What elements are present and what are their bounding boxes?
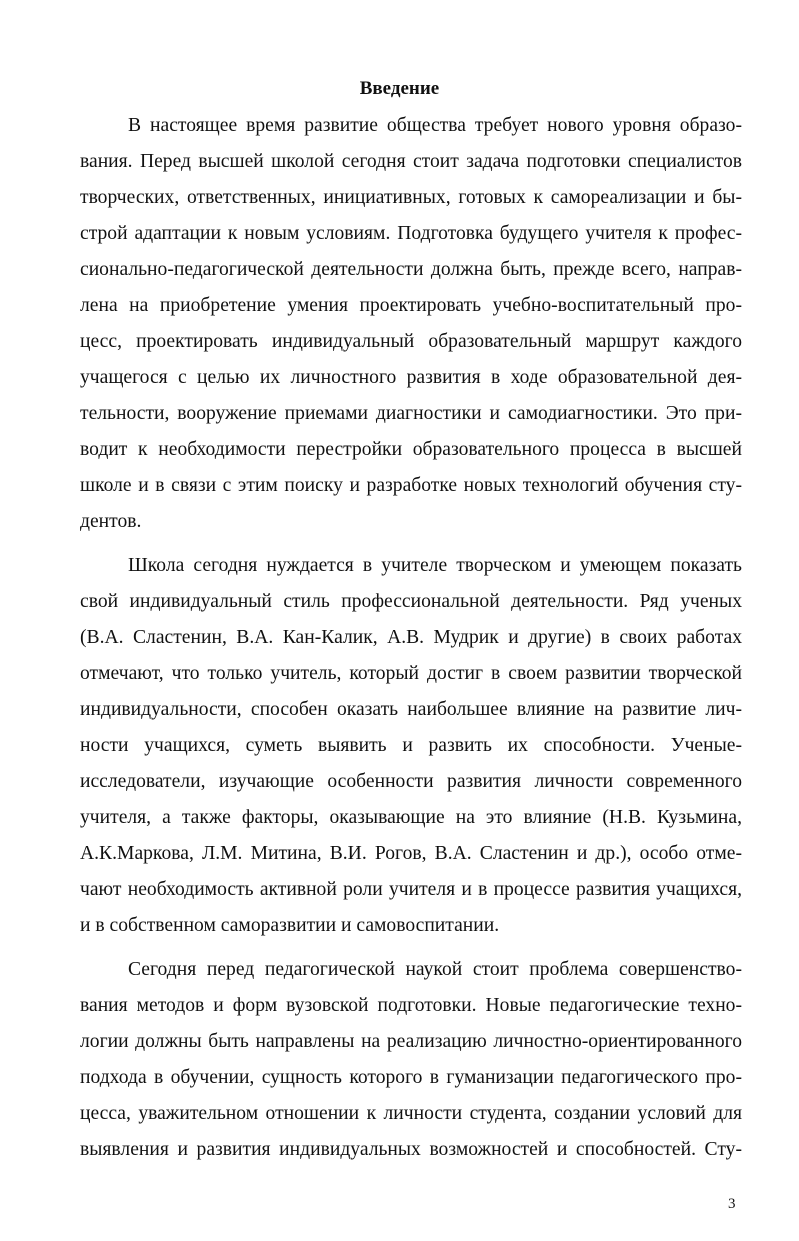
text-line: свой индивидуальный стиль профессиональной деятельности. Ряд ученых bbox=[80, 591, 742, 612]
text-line: подхода в обучении, сущность которого в гуманизации педагогического про- bbox=[80, 1067, 742, 1088]
text-line: отмечают, что только учитель, который достиг в своем развитии творческой bbox=[80, 663, 742, 684]
text-line: чают необходимость активной роли учителя и в процессе развития учащихся, bbox=[80, 879, 742, 900]
text-line: дентов. bbox=[80, 511, 142, 532]
text-line: цесс, проектировать индивидуальный образовательный маршрут каждого bbox=[80, 331, 742, 352]
text-line: цесса, уважительном отношении к личности студента, создании условий для bbox=[80, 1103, 742, 1124]
text-line: (В.А. Сластенин, В.А. Кан-Калик, А.В. Мудрик и другие) в своих работах bbox=[80, 627, 742, 648]
text-line: исследователи, изучающие особенности развития личности современного bbox=[80, 771, 742, 792]
text-line: логии должны быть направлены на реализацию личностно-ориентированного bbox=[80, 1031, 742, 1052]
page-number: 3 bbox=[728, 1196, 736, 1212]
text-line: А.К.Маркова, Л.М. Митина, В.И. Рогов, В.А. Сластенин и др.), особо отме- bbox=[80, 843, 742, 864]
text-line: учителя, а также факторы, оказывающие на это влияние (Н.В. Кузьмина, bbox=[80, 807, 742, 828]
text-line: творческих, ответственных, инициативных, готовых к самореализации и бы- bbox=[80, 187, 742, 208]
text-line: выявления и развития индивидуальных возможностей и способностей. Сту- bbox=[80, 1139, 742, 1160]
text-line: учащегося с целью их личностного развития в ходе образовательной дея- bbox=[80, 367, 742, 388]
text-line: ности учащихся, суметь выявить и развить их способности. Ученые- bbox=[80, 735, 742, 756]
text-line: В настоящее время развитие общества требует нового уровня образо- bbox=[128, 115, 742, 136]
text-line: Школа сегодня нуждается в учителе творческом и умеющем показать bbox=[128, 555, 742, 576]
text-line: вания методов и форм вузовской подготовки. Новые педагогические техно- bbox=[80, 995, 742, 1016]
page-title: Введение bbox=[359, 78, 440, 99]
text-line: сионально-педагогической деятельности должна быть, прежде всего, направ- bbox=[80, 259, 742, 280]
text-line: лена на приобретение умения проектировать учебно-воспитательный про- bbox=[80, 295, 742, 316]
text-line: и в собственном саморазвитии и самовоспитании. bbox=[80, 915, 500, 936]
text-line: Сегодня перед педагогической наукой стоит проблема совершенство- bbox=[128, 959, 742, 980]
text-line: вания. Перед высшей школой сегодня стоит задача подготовки специалистов bbox=[80, 151, 742, 172]
text-line: строй адаптации к новым условиям. Подготовка будущего учителя к профес- bbox=[80, 223, 742, 244]
text-line: водит к необходимости перестройки образовательного процесса в высшей bbox=[80, 439, 742, 460]
text-line: тельности, вооружение приемами диагностики и самодиагностики. Это при- bbox=[80, 403, 742, 424]
text-line: индивидуальности, способен оказать наибольшее влияние на развитие лич- bbox=[80, 699, 742, 720]
text-line: школе и в связи с этим поиску и разработке новых технологий обучения сту- bbox=[80, 475, 742, 496]
